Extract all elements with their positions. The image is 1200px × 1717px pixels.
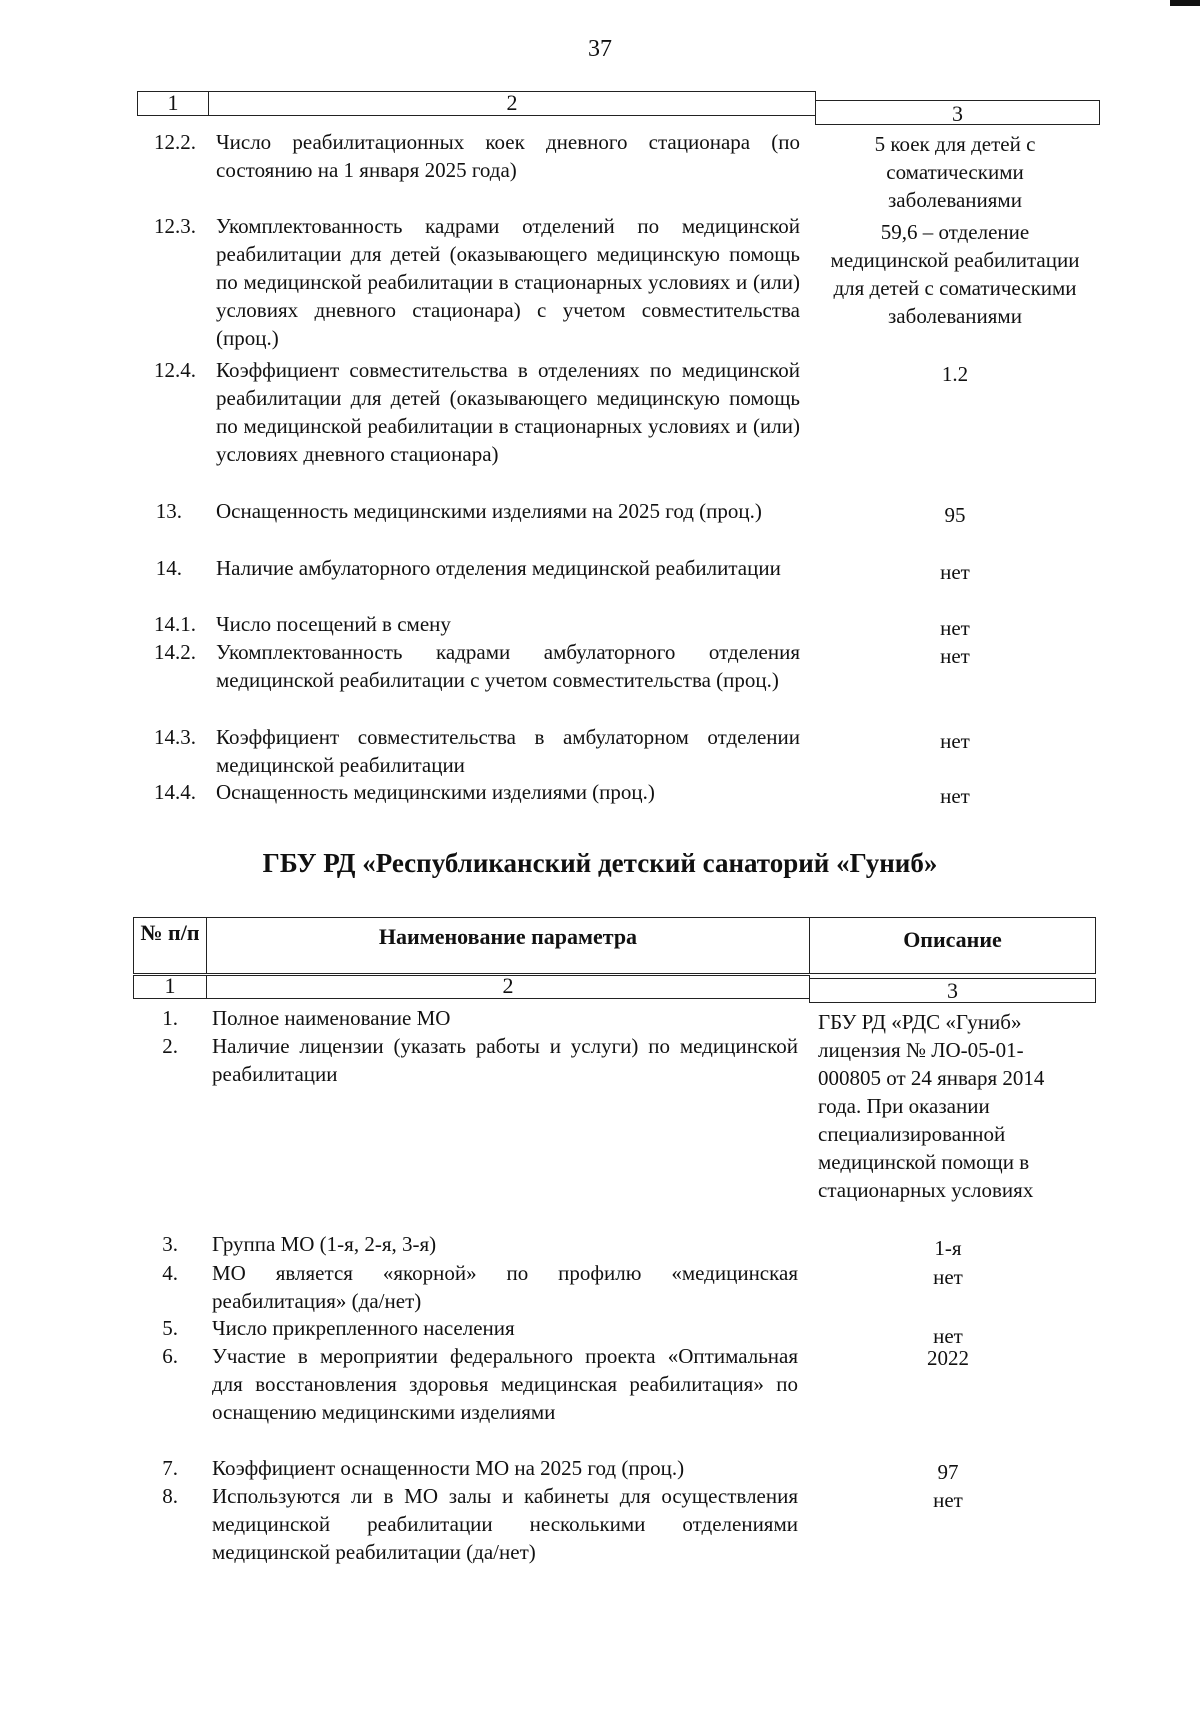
row-number: 12.2. xyxy=(154,130,196,154)
description-text: 97 xyxy=(937,1460,959,1484)
parameter-text: Число прикрепленного населения xyxy=(212,1316,515,1340)
parameter-text: Укомплектованность кадрами отделений по медицинской реабилитации для детей (оказывающего медицинскую помощь по медицинской реабилитации в стационарных условиях и (или) условиях дневного стационара) с учетом совместительства (проц.) xyxy=(216,214,800,350)
parameter-text: Число реабилитационных коек дневного стационара (по состоянию на 1 января 2025 года) xyxy=(216,130,800,182)
description-text: нет xyxy=(940,560,970,584)
row-number: 14.2. xyxy=(154,640,196,664)
parameter-text: Наличие амбулаторного отделения медицинской реабилитации xyxy=(216,556,781,580)
row-number: 1. xyxy=(162,1006,178,1030)
row-number: 14. xyxy=(155,556,182,580)
header-desc-label: Описание xyxy=(903,927,1002,952)
parameter-text: Полное наименование МО xyxy=(212,1006,451,1030)
row-number: 14.3. xyxy=(154,725,196,749)
table1-header-col-1: 1 xyxy=(137,91,209,116)
table2-header-col-3: 3 xyxy=(809,978,1096,1003)
row-number: 2. xyxy=(162,1034,178,1058)
row-number: 12.3. xyxy=(154,214,196,238)
description-text: лицензия № ЛО-05-01-000805 от 24 января 2014 года. При оказании специализированной медицинской помощи в стационарных условиях xyxy=(818,1038,1045,1202)
scan-edge-mark xyxy=(1170,0,1200,6)
parameter-text: Наличие лицензии (указать работы и услуги) по медицинской реабилитации xyxy=(212,1034,798,1086)
row-number: 14.1. xyxy=(154,612,196,636)
page-number: 37 xyxy=(588,36,612,62)
description-text: 2022 xyxy=(927,1346,969,1370)
table2-header-num xyxy=(133,917,207,974)
table1-header-col-3: 3 xyxy=(815,100,1100,125)
row-number: 8. xyxy=(162,1484,178,1508)
row-number: 7. xyxy=(162,1456,178,1480)
description-text: 95 xyxy=(944,503,966,527)
table1-header-col-2: 2 xyxy=(208,91,816,116)
description-text: нет xyxy=(940,644,970,668)
table2-header-col-2: 2 xyxy=(206,975,810,999)
parameter-text: Используются ли в МО залы и кабинеты для осуществления медицинской реабилитации несколькими отделениями медицинской реабилитации (да/нет) xyxy=(212,1484,798,1564)
description-text: 59,6 – отделение медицинской реабилитации для детей с соматическими заболеваниями xyxy=(830,220,1080,328)
parameter-text: Укомплектованность кадрами амбулаторного отделения медицинской реабилитации с учетом совместительства (проц.) xyxy=(216,640,800,692)
row-number: 13. xyxy=(155,499,182,523)
parameter-text: Оснащенность медицинскими изделиями на 2025 год (проц.) xyxy=(216,499,762,523)
row-number: 14.4. xyxy=(154,780,196,804)
description-text: ГБУ РД «РДС «Гуниб» xyxy=(818,1010,1022,1034)
table2-header-desc xyxy=(809,917,1096,974)
table2-header-col-1: 1 xyxy=(133,975,207,999)
description-text: нет xyxy=(933,1324,963,1348)
table2-header-param xyxy=(206,917,810,974)
header-param-label: Наименование параметра xyxy=(378,924,638,949)
parameter-text: Коэффициент совместительства в амбулаторном отделении медицинской реабилитации xyxy=(216,725,800,777)
description-text: 1-я xyxy=(934,1236,962,1260)
section-title: ГБУ РД «Республиканский детский санаторий «Гуниб» xyxy=(262,848,938,878)
parameter-text: Коэффициент оснащенности МО на 2025 год (проц.) xyxy=(212,1456,685,1480)
parameter-text: Группа МО (1-я, 2-я, 3-я) xyxy=(212,1232,437,1256)
row-number: 6. xyxy=(162,1344,178,1368)
parameter-text: Участие в мероприятии федерального проекта «Оптимальная для восстановления здоровья медицинская реабилитация» по оснащению медицинскими изделиями xyxy=(212,1344,798,1424)
description-text: 1.2 xyxy=(941,362,969,386)
description-text: нет xyxy=(940,616,970,640)
description-text: нет xyxy=(940,784,970,808)
row-number: 4. xyxy=(162,1261,178,1285)
description-text: нет xyxy=(940,729,970,753)
header-num-label: № п/п xyxy=(140,920,200,945)
parameter-text: Коэффициент совместительства в отделениях по медицинской реабилитации для детей (оказывающего медицинскую помощь по медицинской реабилитации в стационарных условиях и (или) условиях дневного стационара) xyxy=(216,358,800,466)
row-number: 12.4. xyxy=(154,358,196,382)
description-text: нет xyxy=(933,1265,963,1289)
row-number: 5. xyxy=(162,1316,178,1340)
description-text: 5 коек для детей с соматическими заболеваниями xyxy=(874,132,1036,212)
parameter-text: МО является «якорной» по профилю «медицинская реабилитация» (да/нет) xyxy=(212,1261,798,1313)
row-number: 3. xyxy=(162,1232,178,1256)
parameter-text: Число посещений в смену xyxy=(216,612,451,636)
parameter-text: Оснащенность медицинскими изделиями (проц.) xyxy=(216,780,655,804)
description-text: нет xyxy=(933,1488,963,1512)
